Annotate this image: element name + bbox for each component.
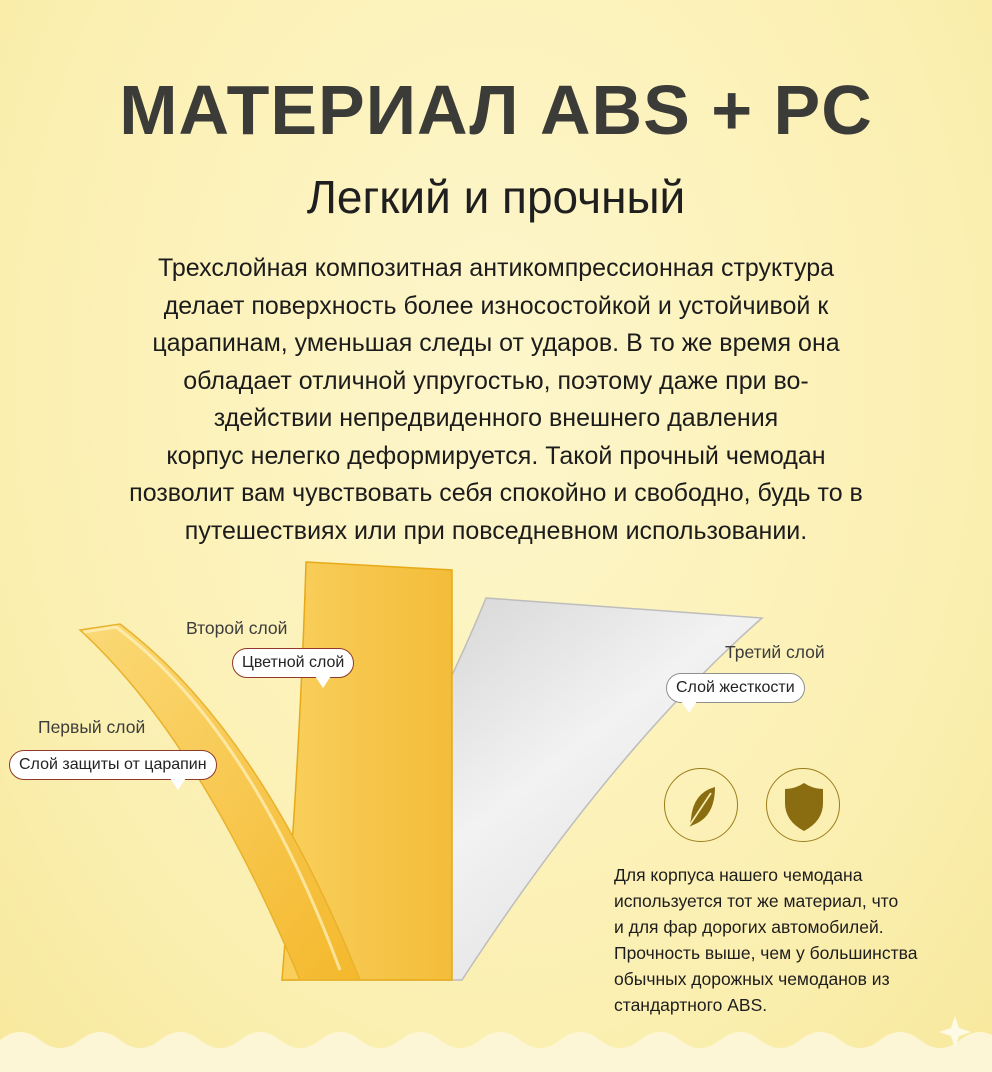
first-layer-name: Слой защиты от царапин bbox=[19, 756, 207, 773]
shield-icon bbox=[766, 768, 840, 842]
third-layer-callout bbox=[666, 673, 805, 703]
feather-icon bbox=[664, 768, 738, 842]
description-text: Трехслойная композитная антикомпрессионная структура делает поверхность более износостойкой и устойчивой к царапинам, уменьшая следы от ударов. В то же время она обладает отличной упругостью, поэтому даже при во- здействии непредвиденного внешнего давления корпус нелегко деформируется. Такой прочный чемодан позволит вам чувствовать себя спокойно и свободно, будь то в путешествиях или при повседневном использовании. bbox=[129, 254, 863, 545]
page-title: МАТЕРИАЛ ABS + PC bbox=[119, 71, 873, 149]
first-layer-title: Первый слой bbox=[38, 717, 146, 737]
page-subtitle: Легкий и прочный bbox=[306, 171, 686, 223]
second-layer-title: Второй слой bbox=[186, 618, 288, 638]
second-layer-callout bbox=[232, 648, 354, 678]
first-layer-callout bbox=[9, 750, 217, 780]
second-layer-name: Цветной слой bbox=[242, 654, 345, 671]
third-layer-title: Третий слой bbox=[725, 642, 825, 662]
material-note: Для корпуса нашего чемодана используется тот же материал, что и для фар дорогих автомобилей. Прочность выше, чем у большинства обычных дорожных чемоданов из стандартного ABS. bbox=[614, 865, 918, 1015]
third-layer-name: Слой жесткости bbox=[676, 679, 795, 696]
